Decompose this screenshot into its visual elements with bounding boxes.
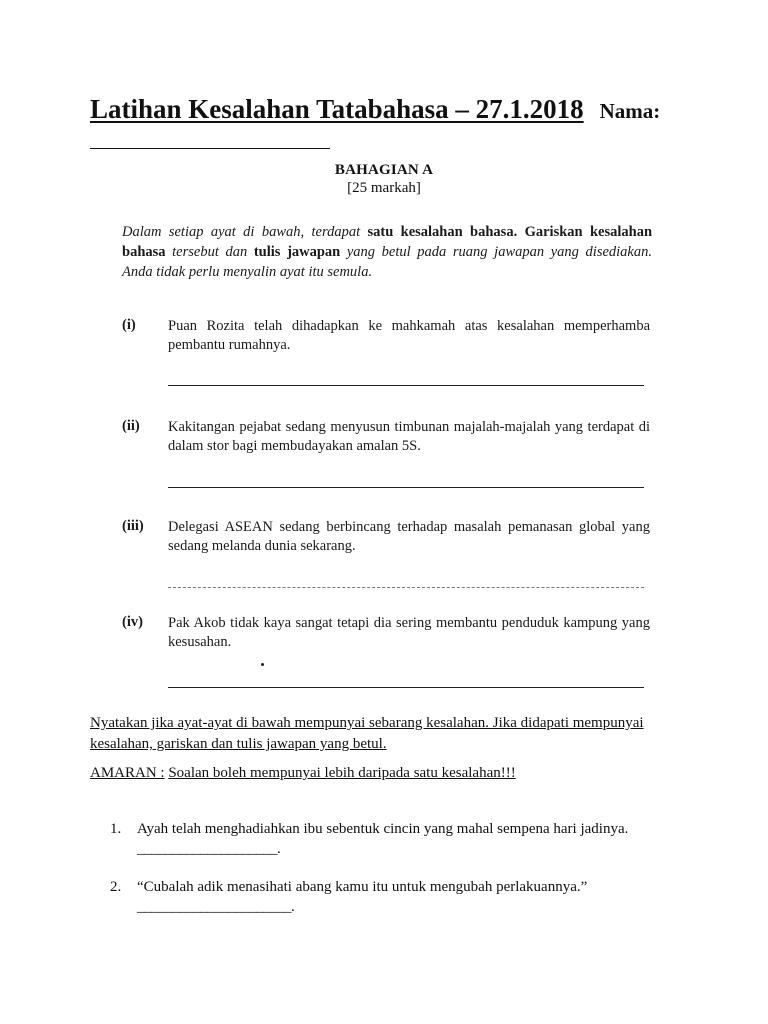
section-a-title: BAHAGIAN A [334, 162, 434, 178]
instruction-part-3: yang betul pada ruang jawapan yang disediakan. Anda tidak perlu menyalin ayat itu semula. [122, 244, 652, 280]
name-label: Nama: [599, 99, 661, 123]
name-blank-line [90, 148, 330, 149]
question-number: (i) [122, 317, 136, 333]
question-number: (iv) [122, 614, 143, 630]
item-number: 1. [110, 821, 122, 837]
section-a-marks: [25 markah] [347, 180, 421, 196]
worksheet-header [90, 94, 660, 125]
question-text: Pak Akob tidak kaya sangat tetapi dia sering membantu penduduk kampung yang kesusahan. [168, 615, 650, 650]
section-a-instruction [122, 222, 652, 282]
item-answer-blank[interactable]: ____________________. [137, 841, 281, 857]
question-text: Delegasi ASEAN sedang berbincang terhadap masalah pemanasan global yang sedang melanda dunia sekarang. [168, 519, 650, 554]
question-number: (iii) [122, 518, 144, 534]
instruction-bold-1: satu kesalahan bahasa. Gariskan kesalahan bahasa [122, 224, 653, 260]
warning-label: AMARAN : [90, 765, 165, 781]
warning-text: Soalan boleh mempunyai lebih daripada satu kesalahan!!! [168, 765, 516, 781]
question-number: (ii) [122, 418, 140, 434]
answer-line[interactable] [168, 487, 644, 488]
stray-dot [261, 663, 264, 666]
item-number: 2. [110, 879, 122, 895]
item-text: “Cubalah adik menasihati abang kamu itu untuk mengubah perlakuannya.” [137, 879, 588, 895]
answer-line[interactable] [168, 385, 644, 386]
item-text: Ayah telah menghadiahkan ibu sebentuk cincin yang mahal sempena hari jadinya. [137, 821, 629, 837]
section-b-instruction [90, 713, 660, 755]
section-b-instruction-text: Nyatakan jika ayat-ayat di bawah mempunyai sebarang kesalahan. Jika didapati mempunyai kesalahan, gariskan dan tulis jawapan yang betul. [90, 715, 644, 752]
instruction-bold-2: tulis jawapan [247, 244, 341, 260]
item-answer-blank[interactable]: ______________________. [137, 899, 295, 915]
answer-line[interactable] [168, 687, 644, 688]
instruction-part-2: tersebut dan [165, 244, 248, 260]
warning-line [90, 765, 516, 782]
question-text: Puan Rozita telah dihadapkan ke mahkamah atas kesalahan memperhamba pembantu rumahnya. [168, 318, 650, 353]
answer-line[interactable] [168, 587, 644, 588]
instruction-part-1: Dalam setiap ayat di bawah, terdapat [122, 224, 361, 240]
worksheet-title: Latihan Kesalahan Tatabahasa – 27.1.2018 [90, 94, 584, 124]
question-text: Kakitangan pejabat sedang menyusun timbunan majalah-majalah yang terdapat di dalam stor bagi membudayakan amalan 5S. [168, 419, 650, 454]
